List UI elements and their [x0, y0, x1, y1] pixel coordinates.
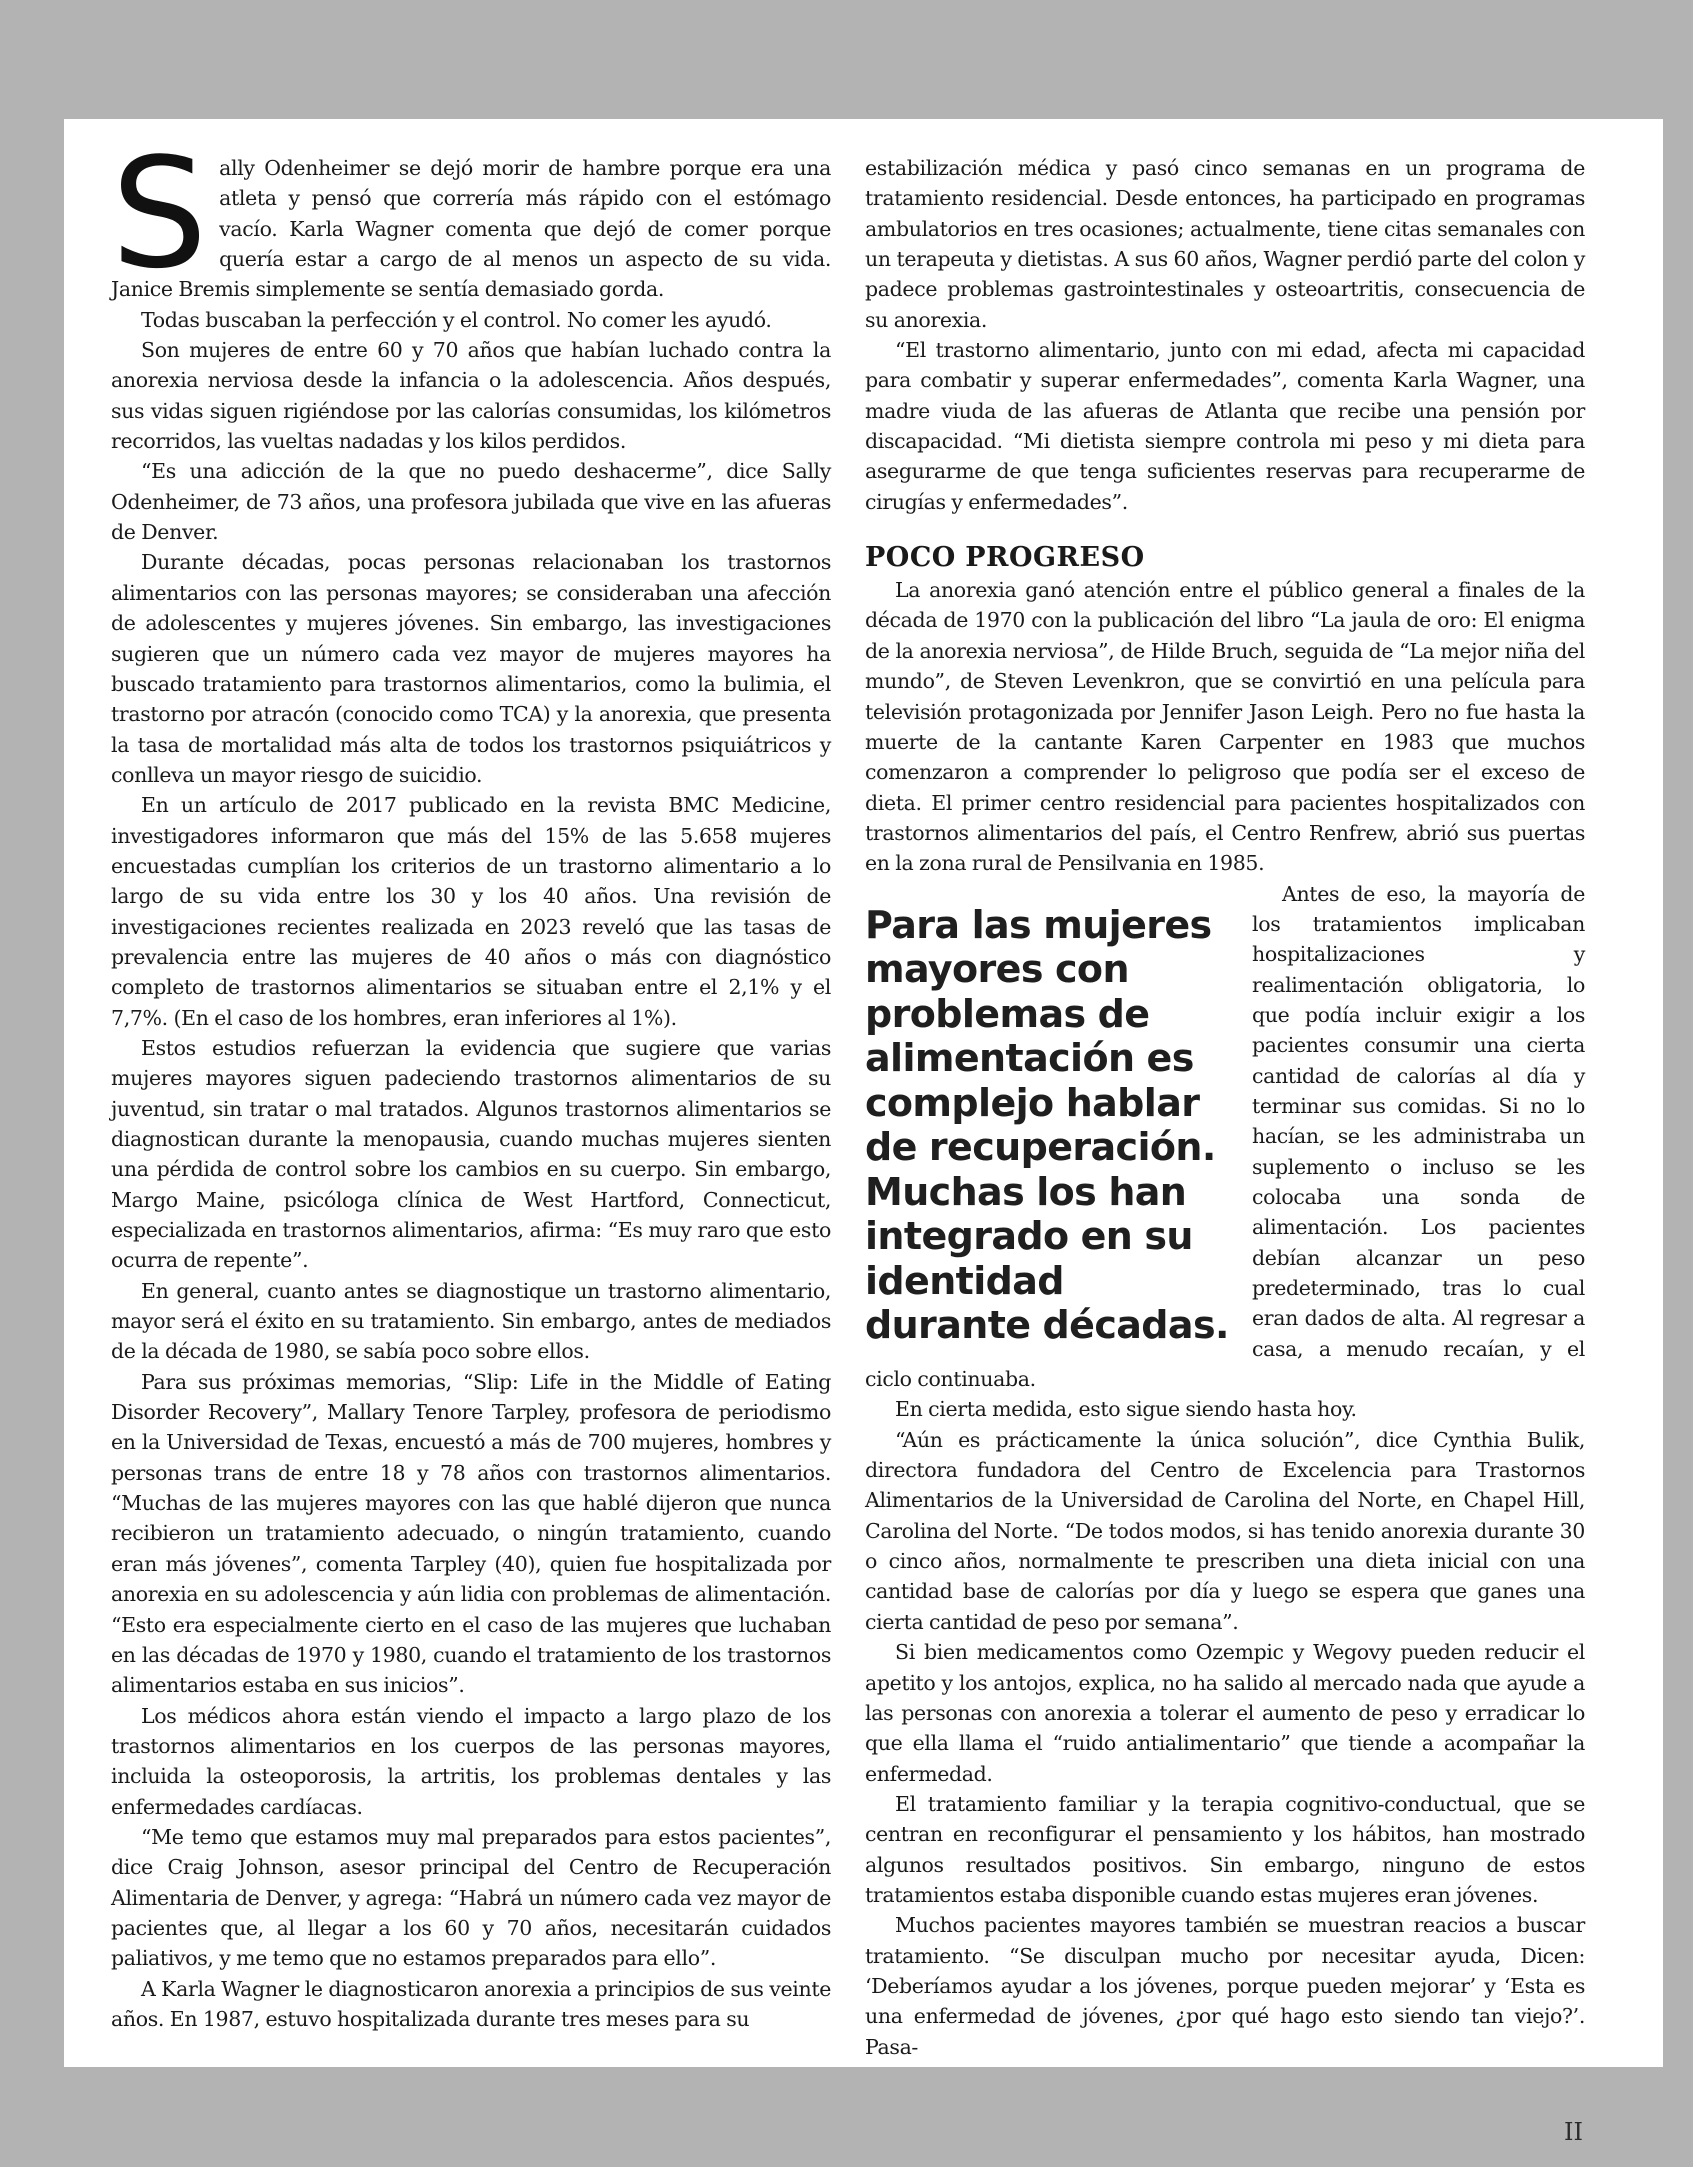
paragraph: Antes de eso, la mayoría de los tratamientos implicaban hospitalizaciones y realimentación obligatoria, lo que podía incluir exigir a los pacientes consumir una cierta cantidad de calorías al día y terminar sus comidas. Si no lo hacían, se les administraba un suplemento o incluso se les colocaba una sonda de alimentación. Los pacientes debían alcanzar un peso predeterminado, tras lo cual eran dados de alta. Al regresar a casa, a menudo recaían, y el ciclo continuaba. — [865, 881, 1585, 1392]
paragraph: “El trastorno alimentario, junto con mi edad, afecta mi capacidad para combatir y superar enfermedades”, comenta Karla Wagner, una madre viuda de las afueras de Atlanta que recibe una pensión por discapacidad. “Mi dietista siempre controla mi peso y mi dieta para asegurarme de que tenga suficientes reservas para recuperarme de cirugías y enfermedades”. — [865, 338, 1585, 514]
magazine-page — [64, 119, 1663, 2067]
paragraph: En un artículo de 2017 publicado en la revista BMC Medicine, investigadores informaron que más del 15% de las 5.658 mujeres encuestadas cumplían los criterios de un trastorno alimentario a lo largo de su vida entre los 30 y los 40 años. Una revisión de investigaciones recientes realizada en 2023 reveló que las tasas de prevalencia entre las mujeres de 40 años o más con diagnóstico completo de trastornos alimentarios se situaban entre el 2,1% y el 7,7%. (En el caso de los hombres, eran inferiores al 1%). — [111, 793, 831, 1030]
paragraph: A Karla Wagner le diagnosticaron anorexia a principios de sus veinte años. En 1987, estuvo hospitalizada durante tres meses para su — [111, 1976, 831, 2031]
paragraph: El tratamiento familiar y la terapia cognitivo-conductual, que se centran en reconfigurar el pensamiento y los hábitos, han mostrado algunos resultados positivos. Sin embargo, ninguno de estos tratamientos estaba disponible cuando estas mujeres eran jóvenes. — [865, 1791, 1585, 1907]
paragraph: estabilización médica y pasó cinco semanas en un programa de tratamiento residencial. Desde entonces, ha participado en programas ambulatorios en tres ocasiones; actualmente, tiene citas semanales con un terapeuta y dietistas. A sus 60 años, Wagner perdió parte del colon y padece problemas gastrointestinales y osteoartritis, consecuencia de su anorexia. — [865, 156, 1585, 332]
right-column — [865, 153, 1585, 2062]
paragraph: Muchos pacientes mayores también se muestran reacios a buscar tratamiento. “Se disculpan mucho por necesitar ayuda, Dicen: ‘Deberíamos ayudar a los jóvenes, porque pueden mejorar’ y ‘Esta es una enfermedad de jóvenes, ¿por qué hago esto siendo tan viejo?’. Pasa- — [865, 1913, 1585, 2059]
paragraph: Son mujeres de entre 60 y 70 años que habían luchado contra la anorexia nerviosa desde la infancia o la adolescencia. Años después, sus vidas siguen rigiéndose por las calorías consumidas, los kilómetros recorridos, las vueltas nadadas y los kilos perdidos. — [111, 338, 831, 454]
paragraph: “Aún es prácticamente la única solución”, dice Cynthia Bulik, directora fundadora del Centro de Excelencia para Trastornos Alimentarios de la Universidad de Carolina del Norte, en Chapel Hill, Carolina del Norte. “De todos modos, si has tenido anorexia durante 30 o cinco años, normalmente te prescriben una dieta inicial con una cantidad base de calorías por día y luego se espera que ganes una cierta cantidad de peso por semana”. — [865, 1427, 1585, 1634]
paragraph: Todas buscaban la perfección y el control. No comer les ayudó. — [141, 307, 772, 332]
paragraph: Para sus próximas memorias, “Slip: Life in the Middle of Eating Disorder Recovery”, Mallary Tenore Tarpley, profesora de periodismo en la Universidad de Texas, encuestó a más de 700 mujeres, hombres y personas trans de entre 18 y 78 años con trastornos alimentarios. “Muchas de las mujeres mayores con las que hablé dijeron que nunca recibieron un tratamiento adecuado, o ningún tratamiento, cuando eran más jóvenes”, comenta Tarpley (40), quien fue hospitalizada por anorexia en su adolescencia y aún lidia con problemas de alimentación. “Esto era especialmente cierto en el caso de las mujeres que luchaban en las décadas de 1970 y 1980, cuando el tratamiento de los trastornos alimentarios estaba en sus inicios”. — [111, 1369, 831, 1698]
paragraph: Si bien medicamentos como Ozempic y Wegovy pueden reducir el apetito y los antojos, explica, no ha salido al mercado nada que ayude a las personas con anorexia a tolerar el aumento de peso y erradicar lo que ella llama el “ruido antialimentario” que tiende a acompañar la enfermedad. — [865, 1640, 1585, 1786]
section-heading: POCO PROGRESO — [865, 542, 1145, 574]
paragraph: “Me temo que estamos muy mal preparados para estos pacientes”, dice Craig Johnson, asesor principal del Centro de Recuperación Alimentaria de Denver, y agrega: “Habrá un número cada vez mayor de pacientes que, al llegar a los 60 y 70 años, necesitarán cuidados paliativos, y me temo que no estamos preparados para ello”. — [111, 1824, 831, 1971]
left-column — [111, 125, 831, 2034]
paragraph: Durante décadas, pocas personas relacionaban los trastornos alimentarios con las personas mayores; se consideraban una afección de adolescentes y mujeres jóvenes. Sin embargo, las investigaciones sugieren que un número cada vez mayor de mujeres mayores ha buscado tratamiento para trastornos alimentarios, como la bulimia, el trastorno por atracón (conocido como TCA) y la anorexia, que presenta la tasa de mortalidad más alta de todos los trastornos psiquiátricos y conlleva un mayor riesgo de suicidio. — [111, 550, 831, 787]
page-number: II — [1564, 2118, 1583, 2146]
paragraph: En general, cuanto antes se diagnostique un trastorno alimentario, mayor será el éxito en su tratamiento. Sin embargo, antes de mediados de la década de 1980, se sabía poco sobre ellos. — [111, 1278, 831, 1364]
drop-cap: S — [111, 125, 208, 302]
pull-quote: Para las mujeres mayores con problemas de alimentación es complejo hablar de recuperación. Muchas los han integrado en su identidad durante décadas. — [865, 902, 1229, 1348]
paragraph: Los médicos ahora están viendo el impacto a largo plazo de los trastornos alimentarios en los cuerpos de las personas mayores, incluida la osteoporosis, la artritis, los problemas dentales y las enfermedades cardíacas. — [111, 1703, 831, 1819]
paragraph: Estos estudios refuerzan la evidencia que sugiere que varias mujeres mayores siguen padeciendo trastornos alimentarios de su juventud, sin tratar o mal tratados. Algunos trastornos alimentarios se diagnostican durante la menopausia, cuando muchas mujeres sienten una pérdida de control sobre los cambios en su cuerpo. Sin embargo, Margo Maine, psicóloga clínica de West Hartford, Connecticut, especializada en trastornos alimentarios, afirma: “Es muy raro que esto ocurra de repente”. — [111, 1035, 831, 1273]
paragraph: En cierta medida, esto sigue siendo hasta hoy. — [895, 1397, 1357, 1422]
paragraph: La anorexia ganó atención entre el público general a finales de la década de 1970 con la publicación del libro “La jaula de oro: El enigma de la anorexia nerviosa”, de Hilde Bruch, seguida de “La mejor niña del mundo”, de Steven Levenkron, que se convirtió en una película para televisión protagonizada por Jennifer Jason Leigh. Pero no fue hasta la muerte de la cantante Karen Carpenter en 1983 que muchos comenzaron a comprender lo peligroso que podía ser el exceso de dieta. El primer centro residencial para pacientes hospitalizados con trastornos alimentarios del país, el Centro Renfrew, abrió sus puertas en la zona rural de Pensilvania en 1985. — [865, 578, 1585, 876]
paragraph-opening — [111, 125, 831, 305]
paragraph: “Es una adicción de la que no puedo deshacerme”, dice Sally Odenheimer, de 73 años, una profesora jubilada que vive en las afueras de Denver. — [111, 459, 831, 545]
opening-text: ally Odenheimer se dejó morir de hambre porque era una atleta y pensó que correría más rápido con el estómago vacío. Karla Wagner comenta que dejó de comer porque quería estar a cargo de al menos un aspecto de su vida. Janice Bremis simplemente se sentía demasiado gorda. — [111, 156, 831, 302]
